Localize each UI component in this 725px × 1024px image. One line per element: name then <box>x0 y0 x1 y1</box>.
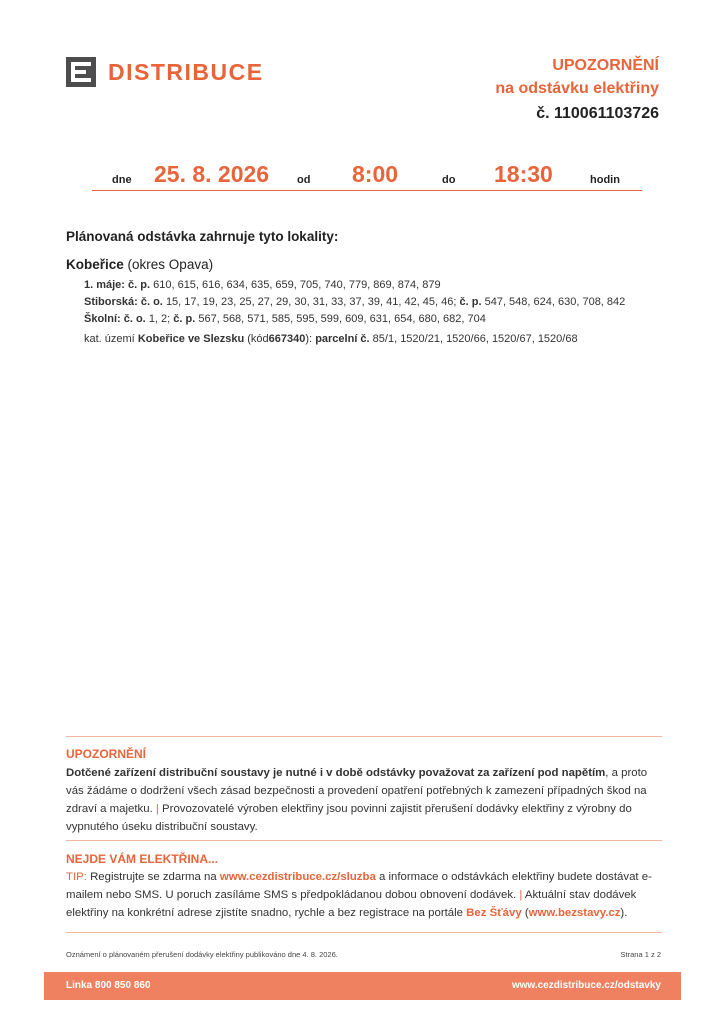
cadastre-line <box>84 332 578 347</box>
tip-title: NEJDE VÁM ELEKTŘINA... <box>66 852 219 866</box>
house-numbers: 1, 2; <box>148 313 171 325</box>
bezstavy-brand: Bez Šťávy <box>466 907 522 919</box>
notice-subtitle: na odstávku elektřiny <box>495 80 659 97</box>
house-numbers: 610, 615, 616, 634, 635, 659, 705, 740, 779, 869, 874, 879 <box>153 279 441 291</box>
divider <box>66 840 662 841</box>
number-label: č. o. <box>140 296 163 308</box>
notice-number: č. 110061103726 <box>536 105 659 122</box>
warning-bold: Dotčené zařízení distribuční soustavy je nutné i v době odstávky považovat za zařízení pod napětím <box>66 767 606 779</box>
tip-body-3: Aktuální stav dodávek elektřiny na konkrétní adrese zjistíte snadno, rychle a bez registrace na portále <box>66 889 637 919</box>
street-line <box>84 278 441 293</box>
notice-header <box>495 55 659 127</box>
paren-close: ). <box>620 907 628 919</box>
cez-logo <box>66 57 264 87</box>
number-label: č. p. <box>173 313 196 325</box>
street-name: 1. máje: <box>84 279 125 291</box>
number-label: č. o. <box>123 313 146 325</box>
street-line <box>84 312 486 327</box>
outages-link[interactable]: www.cezdistribuce.cz/odstavky <box>511 980 661 991</box>
start-time: 8:00 <box>352 161 399 187</box>
to-label: do <box>442 174 456 186</box>
hotline[interactable]: Linka 800 850 860 <box>66 980 151 991</box>
from-label: od <box>297 174 311 186</box>
registration-link[interactable]: www.cezdistribuce.cz/sluzba <box>219 871 376 883</box>
date-label: dne <box>112 174 132 186</box>
house-numbers: 15, 17, 19, 23, 25, 27, 29, 30, 31, 33, 37, 39, 41, 42, 45, 46; <box>165 296 457 308</box>
number-label: č. p. <box>459 296 482 308</box>
schedule-row <box>92 158 642 191</box>
separator: | <box>519 889 523 901</box>
warning-title: UPOZORNĚNÍ <box>66 747 147 761</box>
number-label: č. p. <box>128 279 151 291</box>
cadastre-name: Kobeřice ve Slezsku <box>137 333 245 345</box>
town-line <box>66 257 213 272</box>
street-line <box>84 295 625 310</box>
end-time: 18:30 <box>494 161 553 187</box>
cadastre-prefix: kat. území <box>84 333 135 345</box>
brand-name: DISTRIBUCE <box>108 58 264 85</box>
divider <box>66 932 662 933</box>
street-name: Stiborská: <box>84 296 138 308</box>
street-name: Školní: <box>84 313 121 325</box>
tip-text <box>66 868 666 922</box>
cadastre-code-prefix: (kód <box>247 333 269 345</box>
footer-bar <box>44 972 681 1000</box>
house-numbers: 567, 568, 571, 585, 595, 599, 609, 631, 654, 680, 682, 704 <box>198 313 486 325</box>
divider <box>66 736 662 737</box>
paren-open: ( <box>524 907 529 919</box>
bezstavy-link[interactable]: www.bezstavy.cz <box>528 907 621 919</box>
localities-heading: Plánovaná odstávka zahrnuje tyto lokality: <box>66 229 339 244</box>
page-number: Strana 1 z 2 <box>620 950 661 959</box>
separator: | <box>155 803 159 815</box>
tip-body-2: a informace o odstávkách elektřiny budete dostávat e-mailem nebo SMS. U poruch zasíláme SMS s předpokládanou dobou obnovení dodávek. <box>66 871 652 901</box>
outage-date: 25. 8. 2026 <box>154 161 270 187</box>
town-name: Kobeřice <box>66 257 124 272</box>
tip-body: Registrujte se zdarma na <box>90 871 217 883</box>
cez-logo-icon <box>66 57 96 87</box>
parcel-label: parcelní č. <box>315 333 370 345</box>
publication-note: Oznámení o plánovaném přerušení dodávky elektřiny publikováno dne 4. 8. 2026. <box>66 950 338 959</box>
cadastre-code: 667340 <box>268 333 306 345</box>
house-numbers: 547, 548, 624, 630, 708, 842 <box>484 296 626 308</box>
district-name: (okres Opava) <box>127 257 214 272</box>
warning-body-2: Provozovatelé výroben elektřiny jsou povinni zajistit přerušení dodávky elektřiny z výrobny do vypnutého úseku distribuční soustavy. <box>66 803 632 833</box>
notice-title: UPOZORNĚNÍ <box>552 57 659 74</box>
warning-text <box>66 764 666 836</box>
parcel-numbers: 85/1, 1520/21, 1520/66, 1520/67, 1520/68 <box>372 333 578 345</box>
hours-label: hodin <box>590 174 620 186</box>
tip-label: TIP: <box>66 871 87 883</box>
warning-body: , a proto vás žádáme o dodržení všech zásad bezpečnosti a provedení opatření potřebných k zamezení případných škod na zdraví a majetku. <box>66 767 648 815</box>
cadastre-code-suffix: ): <box>305 333 313 345</box>
